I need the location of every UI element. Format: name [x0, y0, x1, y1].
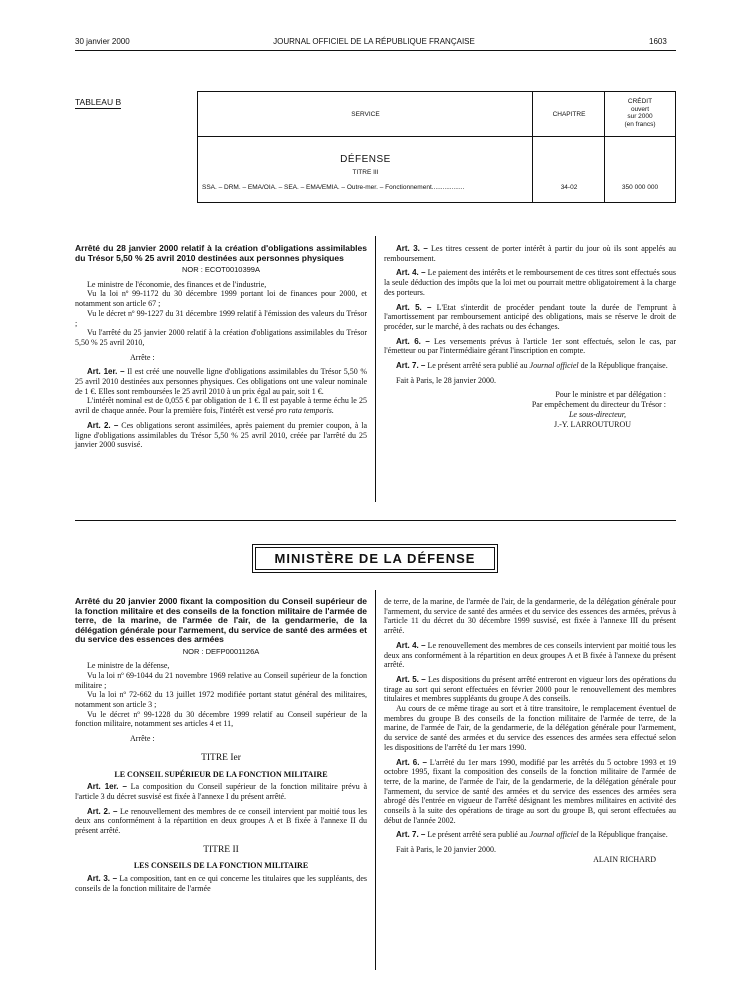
header-credit-line3: sur 2000	[627, 113, 653, 120]
titre-heading: TITRE II	[203, 844, 239, 855]
paragraph: Vu la loi nº 72-662 du 13 juillet 1972 modifiée portant statut général des militaires, notamment son article 3 ;	[75, 690, 367, 710]
column-divider	[375, 590, 376, 970]
article-text: Le présent arrêté sera publié au	[427, 361, 528, 371]
article-text: Les titres cessent de porter intérêt à partir du jour où ils sont appelés au remboursement.	[384, 244, 676, 263]
fait-a-paris: Fait à Paris, le 28 janvier 2000.	[396, 375, 496, 385]
column-divider	[375, 236, 376, 502]
arrete-label: Arrête :	[130, 352, 155, 362]
arrete-label: Arrête :	[130, 734, 155, 744]
journal-title: JOURNAL OFFICIEL DE LA RÉPUBLIQUE FRANÇAISE	[273, 37, 475, 46]
article-4	[384, 641, 676, 670]
paragraph: Le ministre de l'économie, des finances et de l'industrie,	[87, 279, 267, 289]
article-label: Art. 6. –	[396, 336, 430, 346]
paragraph: Le ministre de la défense,	[87, 661, 170, 671]
table-header-rule	[198, 136, 675, 137]
article-label: Art. 4. –	[396, 640, 426, 650]
paragraph	[75, 396, 367, 415]
article-text: Les dispositions du présent arrêté entreront en vigueur lors des opérations du tirage au sort qui seront effectuées en février 2000 pour le renouvellement des membres titulaires et membres suppléants du groupe A des conseils.	[384, 674, 677, 704]
article-1	[75, 367, 367, 396]
article-5	[384, 303, 676, 332]
paragraph: Vu le décret nº 99-1227 du 31 décembre 1999 relatif à l'émission des valeurs du Trésor ;	[75, 308, 367, 328]
article-label: Art. 3. –	[87, 874, 118, 884]
article-label: Art. 1er. –	[87, 782, 127, 792]
journal-name: Journal officiel	[529, 830, 579, 840]
article-text: L'Etat s'interdit de procéder pendant toute la durée de l'emprunt à l'amortissement par remboursement anticipé des obligations, mais se réserve le droit de procéder, sur le marché, à des rachats ou des échanges.	[384, 302, 677, 331]
article-2	[75, 421, 367, 450]
article-5	[384, 675, 676, 704]
paragraph: Vu la loi nº 99-1172 du 30 décembre 1999 portant loi de finances pour 2000, et notamment son article 67 ;	[75, 289, 367, 309]
article-label: Art. 4. –	[396, 268, 426, 278]
arrete1-nor: NOR : ECOT0010399A	[182, 265, 260, 274]
article-text: Les versements prévus à l'article 1er sont effectués, selon le cas, par l'émetteur ou par l'intermédiaire gérant l'inscription en compte.	[384, 336, 677, 356]
article-4	[384, 268, 676, 297]
article-label: Art. 7. –	[396, 361, 426, 371]
row-credit: 350 000 000	[621, 184, 659, 191]
titre-heading: TITRE Ier	[201, 752, 241, 763]
header-credit-line1: CRÉDIT	[627, 98, 653, 105]
paragraph: Vu l'arrêté du 25 janvier 2000 relatif à la création d'obligations assimilables du Trésor 5,50 % 25 avril 2010,	[75, 328, 367, 347]
arrete2-nor: NOR : DEFP0001126A	[182, 646, 260, 656]
header-rule	[75, 50, 676, 51]
fait-a-paris: Fait à Paris, le 20 janvier 2000.	[396, 845, 496, 855]
journal-name: Journal officiel	[529, 361, 579, 371]
header-credit	[605, 98, 675, 128]
article-6	[384, 758, 676, 826]
article-7	[384, 830, 676, 840]
article-label: Art. 2. –	[87, 806, 118, 816]
arrete1-left-column	[75, 244, 367, 450]
table-label: TABLEAU B	[75, 97, 122, 107]
article-1	[75, 782, 367, 801]
signature-name: ALAIN RICHARD	[593, 854, 656, 864]
arrete2-left-column	[75, 597, 367, 894]
arrete1-right-column	[384, 244, 676, 429]
article-text: Le renouvellement des membres de ce conseil intervient par moitié tous les deux ans conformément à la répartition en deux groupes A et B fixée à l'annexe II du présent arrêté.	[75, 806, 368, 836]
titre-subheading: LES CONSEILS DE LA FONCTION MILITAIRE	[133, 861, 309, 871]
article-label: Art. 3. –	[396, 244, 428, 253]
article-label: Art. 2. –	[87, 420, 119, 430]
header-credit-line2: ouvert	[630, 105, 650, 113]
section-rule	[75, 520, 676, 521]
section-title: DÉFENSE	[340, 154, 391, 165]
paragraph: Au cours de ce même tirage au sort et à titre transitoire, le remplacement éventuel de membres du groupe B des conseils de la fonction militaire de l'armée de terre, de la marine, de l'armée de l'air, de la gendarmerie, de la délégation générale pour l'armement, du service de santé des armées et du service des essences des armées sera effectué selon les dispositions de l'arrêté du 1er mars 1990.	[384, 704, 676, 752]
article-label: Art. 7. –	[396, 830, 426, 840]
article-text: La composition, tant en ce qui concerne les titulaires que les suppléants, des conseils de la fonction militaire de l'armée	[75, 874, 368, 893]
arrete2-title: Arrêté du 20 janvier 2000 fixant la composition du Conseil supérieur de la fonction militaire et des conseils de la fonction militaire de l'armée de terre, de la marine, de l'armée de l'air, de la gendarmerie, de la délégation générale pour l'armement, du service de santé des armées et du service des essences des armées	[75, 596, 367, 644]
article-text: La composition du Conseil supérieur de la fonction militaire prévu à l'article 3 du décret susvisé est fixée à l'annexe I du présent arrêté.	[75, 782, 367, 801]
signature-line: Pour le ministre et par délégation :	[555, 390, 666, 400]
article-label: Art. 5. –	[396, 674, 426, 684]
titre-label: TITRE III	[352, 169, 379, 176]
paragraph: Vu la loi nº 69-1044 du 21 novembre 1969 relative au Conseil supérieur de la fonction militaire ;	[75, 670, 367, 690]
header-credit-line4: (en francs)	[624, 120, 656, 128]
arrete2-right-column	[384, 597, 676, 865]
article-text: Il est créé une nouvelle ligne d'obligations assimilables du Trésor 5,50 % 25 avril 2010 destinées aux personnes physiques. Ces obligations ont une valeur nominale de 1 €. Elles sont remboursées le 25 avril 2010 à un prix égal au pair, soit 1 €.	[75, 367, 368, 396]
signature-line: Par empêchement du directeur du Trésor :	[531, 400, 666, 410]
signature-name: J.-Y. LARROUTUROU	[554, 419, 631, 429]
page-number: 1603	[649, 37, 667, 46]
article-text: de la République française.	[580, 830, 668, 840]
page-date: 30 janvier 2000	[75, 37, 130, 46]
article-text: L'intérêt nominal est de 0,055 € par obligation de 1 €. Il est payable à terme échu le 25 avril de chaque année. Pour la première fois, l'intérêt est versé	[75, 396, 367, 416]
article-text: Le présent arrêté sera publié au	[427, 830, 528, 840]
article-text: de la République française.	[580, 361, 668, 371]
article-label: Art. 6. –	[396, 757, 427, 767]
header-service: SERVICE	[351, 111, 380, 118]
article-3	[384, 244, 676, 263]
paragraph: Vu le décret nº 99-1228 du 30 décembre 1999 relatif au Conseil supérieur de la fonction militaire, notamment ses articles 4 et 11,	[75, 709, 367, 729]
article-3	[75, 874, 367, 893]
titre-subheading: LE CONSEIL SUPÉRIEUR DE LA FONCTION MILITAIRE	[114, 769, 328, 779]
row-service: SSA. – DRM. – EMA/OIA. – SEA. – EMA/EMIA. – Outre-mer. – Fonctionnement..................	[202, 184, 465, 191]
header-chapitre: CHAPITRE	[552, 111, 586, 118]
row-chapitre: 34-02	[560, 184, 578, 191]
article-text: Ces obligations seront assimilées, après paiement du premier coupon, à la ligne d'obligations assimilables du Trésor 5,50 % 25 avril 2010, créée par l'arrêté du 25 janvier 2000 susvisé.	[75, 420, 368, 450]
article-6	[384, 337, 676, 356]
signature-role: Le sous-directeur,	[568, 409, 626, 419]
article-7	[384, 361, 676, 371]
article-text: Le renouvellement des membres de ces conseils intervient par moitié tous les deux ans conformément à la répartition en deux groupes A et B fixée à l'annexe du présent arrêté.	[384, 640, 677, 670]
article-text: L'arrêté du 1er mars 1990, modifié par les arrêtés du 5 octobre 1993 et 19 octobre 1995, fixant la composition des conseils de la fonction militaire de l'armée de terre, de la marine, de l'armée de l'air, de la gendarmerie, de la délégation générale pour l'armement, du service de santé des armées et du service des essences des armées sera abrogé dès l'entrée en vigueur de l'arrêté désignant les membres militaires en activité des conseils à la suite des opérations de tirage au sort du groupe B, qui seront effectuées au début de l'année 2002.	[384, 757, 677, 825]
credit-table	[197, 91, 676, 203]
article-3-continued: de terre, de la marine, de l'armée de l'air, de la gendarmerie, de la délégation générale pour l'armement, du service de santé des armées et du service des essences des armées, prévus à l'article 11 du décret du 30 décembre 1999 susvisé, est fixée à l'annexe III du présent arrêté.	[384, 597, 676, 636]
article-text-italic: pro rata temporis.	[275, 406, 334, 416]
ministry-banner: MINISTÈRE DE LA DÉFENSE	[255, 547, 495, 570]
article-text: Le paiement des intérêts et le remboursement de ces titres sont effectués sous la seule déduction des impôts que la loi met ou pourrait mettre obligatoirement à la charge des porteurs.	[384, 268, 677, 297]
article-label: Art. 5. –	[396, 302, 432, 312]
article-2	[75, 807, 367, 836]
arrete1-title: Arrêté du 28 janvier 2000 relatif à la création d'obligations assimilables du Trésor 5,50 % 25 avril 2010 destinées aux personnes physiques	[75, 243, 367, 263]
article-label: Art. 1er. –	[87, 367, 125, 377]
